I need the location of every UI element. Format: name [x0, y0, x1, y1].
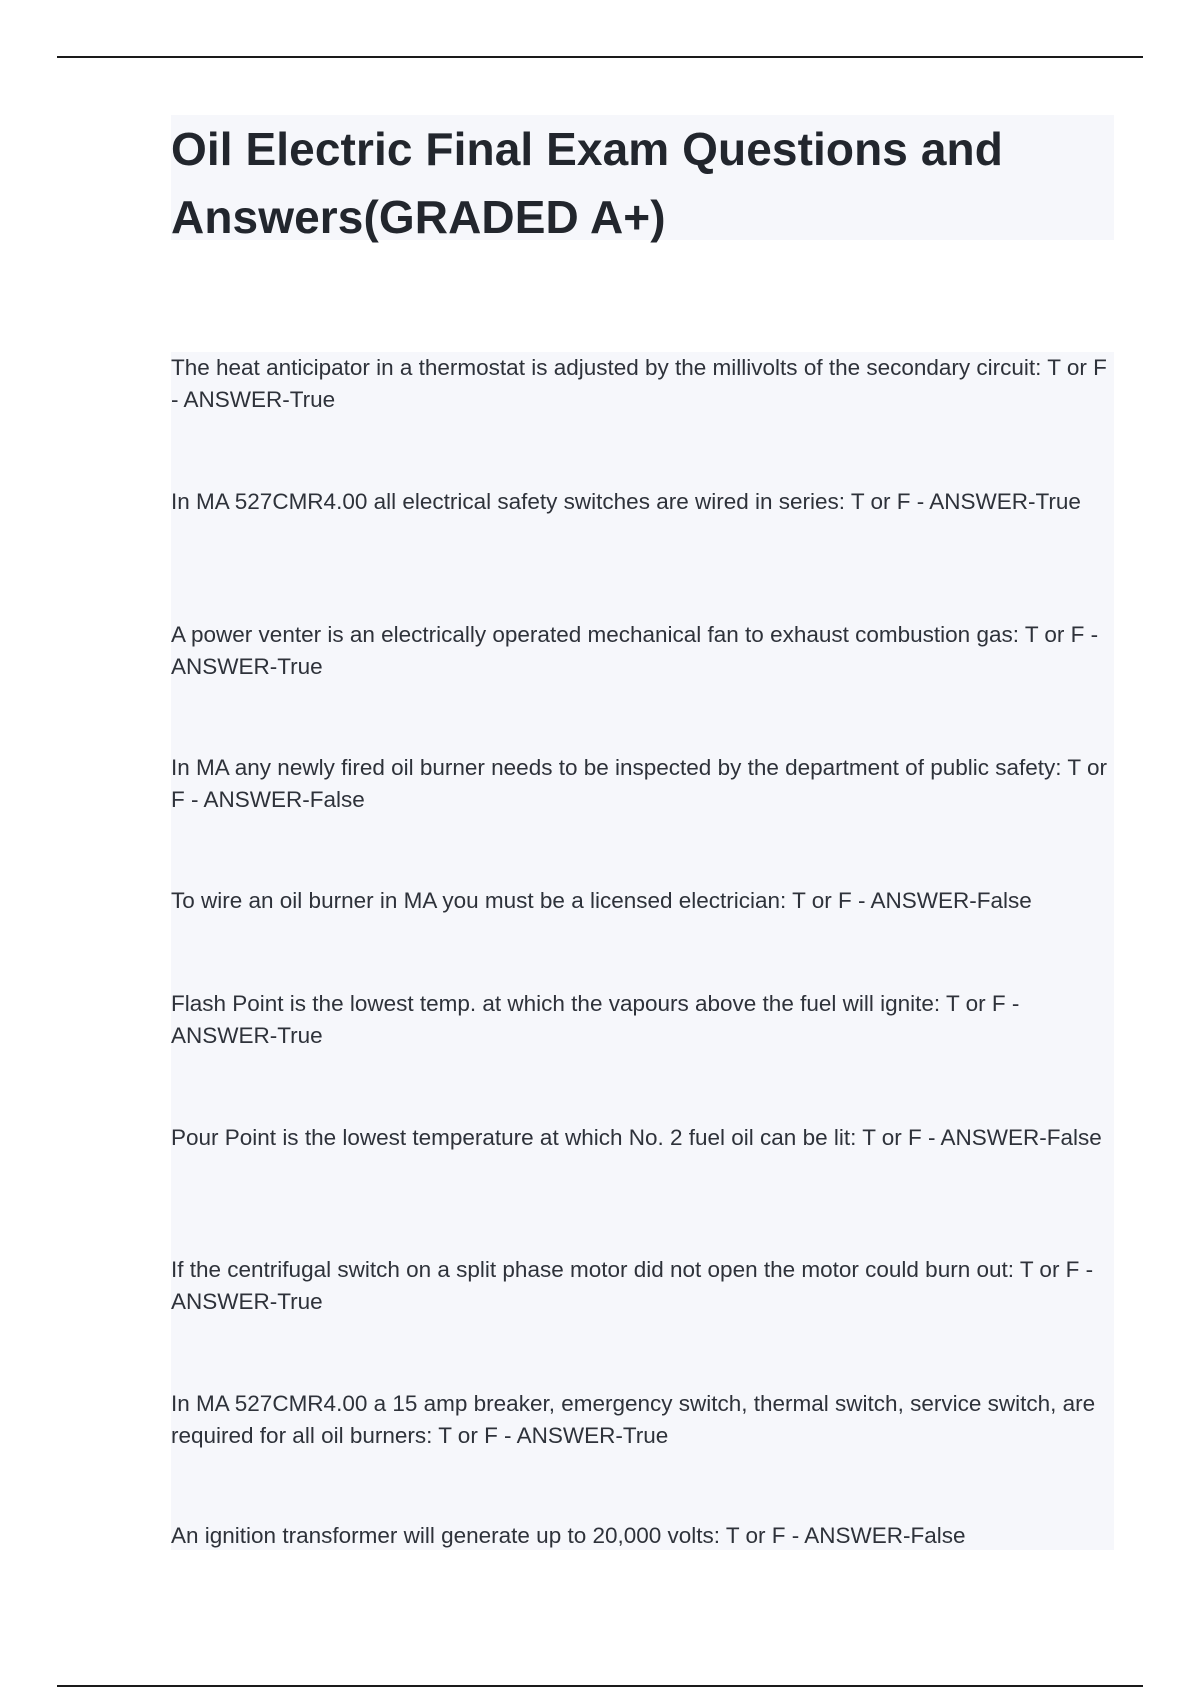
page-title: Oil Electric Final Exam Questions and Answers(GRADED A+) — [171, 123, 1003, 243]
top-rule — [57, 56, 1143, 58]
title-block — [171, 115, 1114, 243]
bottom-rule — [57, 1685, 1143, 1687]
qa-item-3: A power venter is an electrically operated mechanical fan to exhaust combustion gas: T or F - ANSWER-True — [171, 622, 1099, 679]
qa-list — [171, 352, 1114, 1550]
qa-item-7: Pour Point is the lowest temperature at which No. 2 fuel oil can be lit: T or F - ANSWER-False — [171, 1125, 1102, 1150]
qa-item-5: To wire an oil burner in MA you must be a licensed electrician: T or F - ANSWER-False — [171, 888, 1032, 913]
qa-item-9: In MA 527CMR4.00 a 15 amp breaker, emergency switch, thermal switch, service switch, are required for all oil burners: T or F - ANSWER-True — [171, 1391, 1096, 1448]
qa-item-6: Flash Point is the lowest temp. at which the vapours above the fuel will ignite: T or F - ANSWER-True — [171, 991, 1020, 1048]
qa-item-2: In MA 527CMR4.00 all electrical safety switches are wired in series: T or F - ANSWER-True — [171, 489, 1081, 514]
qa-item-4: In MA any newly fired oil burner needs to be inspected by the department of public safety: T or F - ANSWER-False — [171, 755, 1107, 812]
qa-item-8: If the centrifugal switch on a split phase motor did not open the motor could burn out: T or F - ANSWER-True — [171, 1257, 1094, 1314]
qa-item-10: An ignition transformer will generate up to 20,000 volts: T or F - ANSWER-False — [171, 1523, 966, 1548]
qa-item-1: The heat anticipator in a thermostat is adjusted by the millivolts of the secondary circuit: T or F - ANSWER-True — [171, 355, 1107, 412]
